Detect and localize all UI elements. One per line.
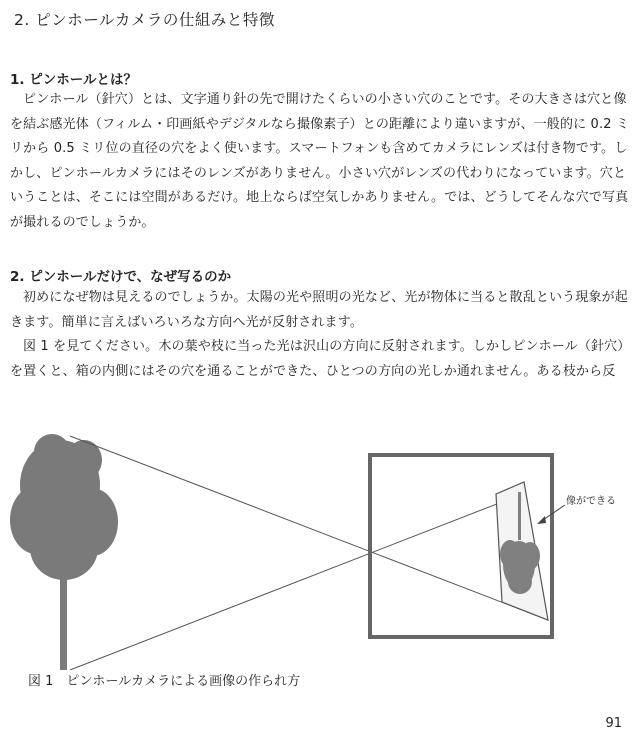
section-2-heading: 2. ピンホールだけで、なぜ写るのか bbox=[10, 269, 232, 285]
tree-illustration bbox=[10, 434, 118, 670]
section-1-body bbox=[10, 88, 630, 235]
image-forms-label: 像ができる bbox=[566, 496, 616, 507]
section-1-paragraph: ピンホール（針穴）とは、文字通り針の先で開けたくらいの小さい穴のことです。その大きさは穴と像を結ぶ感光体（フィルム・印画紙やデジタルなら撮像素子）との距離により違いますが、一般的に 0.2 ミリから 0.5 ミリ位の直径の穴をよく使います。スマートフォンも含めてカメラにレンズは付き物です。しかし、ピンホールカメラにはそのレンズがありません。小さい穴がレンズの代わりになっています。穴ということは、そこには空間があるだけ。地上ならば空気しかありません。では、どうしてそんな穴で写真が撮れるのでしょうか。 bbox=[10, 92, 630, 230]
light-rays bbox=[70, 436, 548, 670]
section-2-paragraph-2: 図 1 を見てください。木の葉や枝に当った光は沢山の方向に反射されます。しかしピンホール（針穴）を置くと、箱の内側にはその穴を通ることができた、ひとつの方向の光しか通れません。ある枝から反 bbox=[10, 339, 624, 379]
section-2-body bbox=[10, 286, 630, 384]
section-2-paragraph-1: 初めになぜ物は見えるのでしょうか。太陽の光や照明の光など、光が物体に当ると散乱という現象が起きます。簡単に言えばいろいろな方向へ光が反射されます。 bbox=[10, 290, 628, 330]
figure-caption: 図 1 ピンホールカメラによる画像の作られ方 bbox=[28, 674, 301, 689]
page-number: 91 bbox=[605, 716, 622, 731]
pinhole-figure bbox=[0, 430, 640, 670]
chapter-title: 2. ピンホールカメラの仕組みと特徴 bbox=[14, 11, 275, 29]
section-1-heading: 1. ピンホールとは？ bbox=[10, 72, 137, 88]
